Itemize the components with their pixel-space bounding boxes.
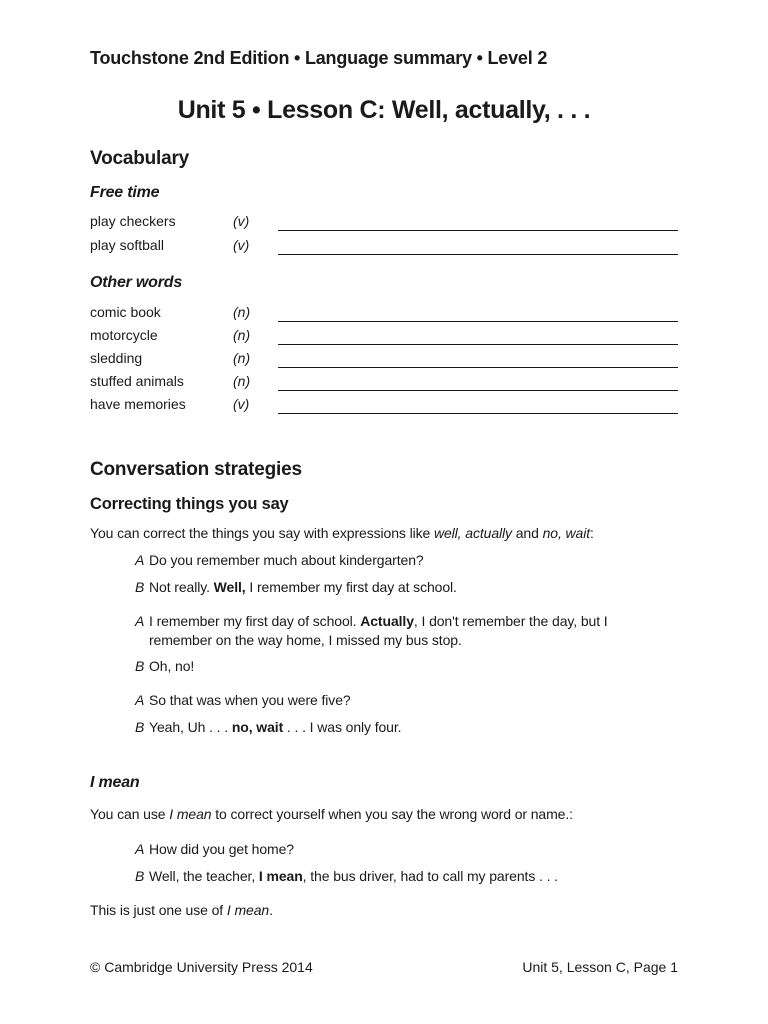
dialog-text: Oh, no! xyxy=(149,658,195,674)
other-words-heading: Other words xyxy=(90,274,183,291)
free-time-heading: Free time xyxy=(90,184,160,201)
vocab-row xyxy=(90,396,678,419)
speaker-label: A xyxy=(135,552,145,568)
dialog-line xyxy=(135,718,655,737)
vocab-part-of-speech: (n) xyxy=(233,327,251,343)
correcting-heading: Correcting things you say xyxy=(90,495,289,513)
highlighted-expression: no, wait xyxy=(231,719,284,735)
highlighted-expression: Well, xyxy=(213,579,246,595)
dialog-text: , I don't remember the day, but I xyxy=(413,613,608,629)
vocab-row xyxy=(90,373,678,396)
vocab-part-of-speech: (v) xyxy=(233,213,250,229)
dialog-text: How did you get home? xyxy=(149,841,294,857)
intro-text: to correct yourself when you say the wrong word or name.: xyxy=(211,806,573,822)
speaker-label: A xyxy=(135,692,145,708)
speaker-label: A xyxy=(135,613,145,629)
write-in-line xyxy=(278,413,678,414)
vocab-part-of-speech: (n) xyxy=(233,350,251,366)
write-in-line xyxy=(278,390,678,391)
speaker-label: B xyxy=(135,719,145,735)
write-in-line xyxy=(278,254,678,255)
intro-text: : xyxy=(590,525,594,541)
vocab-word: play checkers xyxy=(90,213,176,229)
speaker-label: A xyxy=(135,841,145,857)
write-in-line xyxy=(278,321,678,322)
speaker-label: B xyxy=(135,658,145,674)
vocab-row xyxy=(90,327,678,350)
intro-text: You can correct the things you say with expressions like xyxy=(90,525,434,541)
dialog-text: . . . I was only four. xyxy=(283,719,402,735)
write-in-line xyxy=(278,367,678,368)
outro-text: . xyxy=(269,902,273,918)
dialog-text: Well, the teacher, xyxy=(149,868,259,884)
intro-text: You can use xyxy=(90,806,170,822)
dialog-text: Not really. xyxy=(149,579,214,595)
dialog-text: I remember my first day at school. xyxy=(245,579,457,595)
dialog-text: remember on the way home, I missed my bus stop. xyxy=(149,632,462,648)
vocab-part-of-speech: (v) xyxy=(233,396,250,412)
vocab-word: comic book xyxy=(90,304,161,320)
vocab-word: stuffed animals xyxy=(90,373,184,389)
document-header: Touchstone 2nd Edition • Language summary • Level 2 xyxy=(90,48,548,68)
vocab-part-of-speech: (v) xyxy=(233,237,250,253)
i-mean-heading: I mean xyxy=(90,774,140,791)
dialog-line xyxy=(135,551,655,570)
write-in-line xyxy=(278,230,678,231)
dialog-text: Do you remember much about kindergarten? xyxy=(149,552,424,568)
intro-text: and xyxy=(511,525,543,541)
speaker-label: B xyxy=(135,868,145,884)
vocab-word: have memories xyxy=(90,396,186,412)
dialog-line xyxy=(135,578,655,597)
vocab-word: play softball xyxy=(90,237,164,253)
vocab-row xyxy=(90,237,678,260)
vocab-row xyxy=(90,350,678,373)
dialog-text: Yeah, Uh . . . xyxy=(149,719,232,735)
vocab-word: sledding xyxy=(90,350,143,366)
expression-i-mean: I mean xyxy=(169,806,212,822)
document-page xyxy=(90,0,678,1024)
expression-no-wait: no, wait xyxy=(542,525,591,541)
vocab-row xyxy=(90,304,678,327)
vocab-part-of-speech: (n) xyxy=(233,304,251,320)
i-mean-intro xyxy=(90,806,573,822)
speaker-label: B xyxy=(135,579,145,595)
dialog-text: , the bus driver, had to call my parents . . . xyxy=(302,868,558,884)
dialog-line xyxy=(135,657,655,676)
dialog-text: So that was when you were five? xyxy=(149,692,351,708)
vocab-part-of-speech: (n) xyxy=(233,373,251,389)
expression-i-mean: I mean xyxy=(226,902,270,918)
footer-copyright: © Cambridge University Press 2014 xyxy=(90,959,313,975)
dialog-line xyxy=(135,691,655,710)
page-title: Unit 5 • Lesson C: Well, actually, . . . xyxy=(177,96,591,124)
write-in-line xyxy=(278,344,678,345)
dialog-line xyxy=(135,840,655,859)
dialog-line xyxy=(135,867,655,886)
highlighted-expression: I mean xyxy=(258,868,303,884)
footer-page-number: Unit 5, Lesson C, Page 1 xyxy=(522,959,678,975)
expression-well-actually: well, actually xyxy=(433,525,512,541)
vocabulary-heading: Vocabulary xyxy=(90,148,190,169)
vocab-row xyxy=(90,213,678,236)
vocab-word: motorcycle xyxy=(90,327,158,343)
i-mean-outro xyxy=(90,902,273,918)
conversation-strategies-heading: Conversation strategies xyxy=(90,459,302,480)
dialog-line xyxy=(135,612,655,650)
highlighted-expression: Actually xyxy=(360,613,414,629)
outro-text: This is just one use of xyxy=(90,902,227,918)
correcting-intro xyxy=(90,525,594,541)
dialog-text: I remember my first day of school. xyxy=(149,613,361,629)
